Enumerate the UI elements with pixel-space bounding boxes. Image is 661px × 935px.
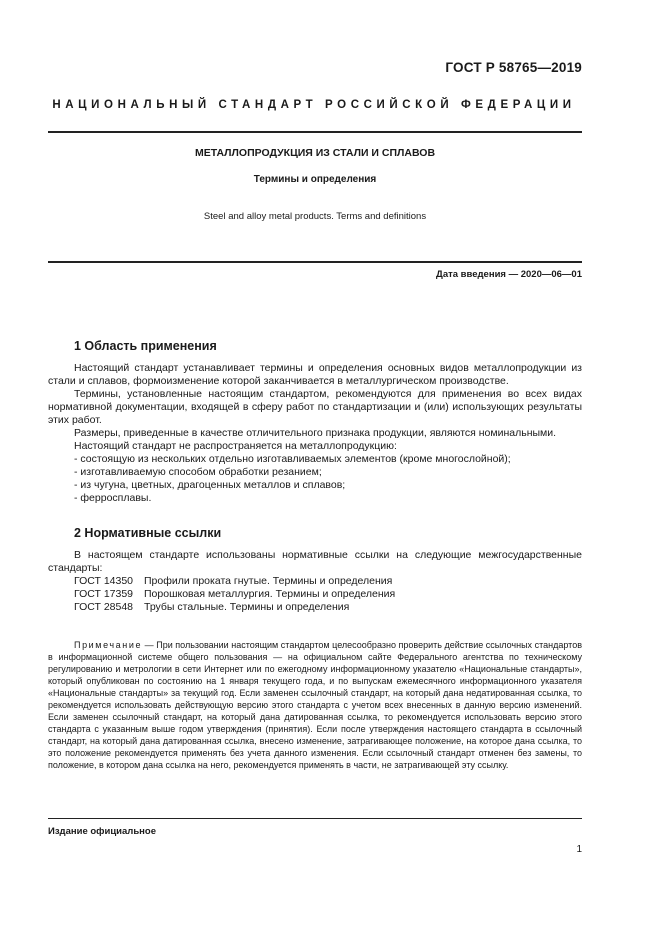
section-1-heading: 1 Область применения xyxy=(74,339,217,353)
top-divider xyxy=(48,131,582,133)
list-item: - состоящую из нескольких отдельно изготавливаемых элементов (кроме многослойной); xyxy=(74,453,511,465)
note-text: — При пользовании настоящим стандартом целесообразно проверить действие ссылочных стандартов в информационной системе общего пользования — на официальном сайте Федерального агентства по техническому регулированию и метрологии в сети Интернет или по ежегодному информационному указателю «Национальные стандарты», который опубликован по состоянию на 1 января текущего года, и по выпускам ежемесячного информационного указателя «Национальные стандарты» за текущий год. Если заменен ссылочный стандарт, на который дана недатированная ссылка, то рекомендуется использовать действующую версию этого стандарта с учетом всех внесенных в данную версию изменений. Если заменен ссылочный стандарт, на который дана датированная ссылка, то рекомендуется использовать версию этого стандарта с указанным выше годом утверждения (принятия). Если после утверждения настоящего стандарта в ссылочный стандарт, на который дана датированная ссылка, внесено изменение, затрагивающее положение, на которое дана ссылка, то это положение рекомендуется применять без учета данного изменения. Если ссылочный стандарт отменен без замены, то положение, в котором дана ссылка на него, рекомендуется применять в части, не затрагивающей эту ссылку. xyxy=(48,640,582,770)
middle-divider xyxy=(48,261,582,263)
national-standard-heading: НАЦИОНАЛЬНЫЙ СТАНДАРТ РОССИЙСКОЙ ФЕДЕРАЦИИ xyxy=(52,99,576,111)
reference-title: Профили проката гнутые. Термины и определения xyxy=(144,575,393,587)
document-subtitle: Термины и определения xyxy=(253,174,377,185)
list-item: - ферросплавы. xyxy=(74,492,152,504)
reference-title: Трубы стальные. Термины и определения xyxy=(144,601,350,613)
gost-number: ГОСТ Р 58765—2019 xyxy=(445,60,582,75)
page-number: 1 xyxy=(576,844,582,855)
section-2-body xyxy=(48,549,582,614)
bottom-divider xyxy=(48,818,582,819)
english-title: Steel and alloy metal products. Terms and definitions xyxy=(203,211,427,222)
section-1-body xyxy=(48,362,582,505)
document-title: МЕТАЛЛОПРОДУКЦИЯ ИЗ СТАЛИ И СПЛАВОВ xyxy=(194,147,436,159)
section-1-paragraph-3: Размеры, приведенные в качестве отличительного признака продукции, являются номинальными. xyxy=(74,427,557,439)
introduction-date: Дата введения — 2020—06—01 xyxy=(436,269,582,280)
reference-item xyxy=(48,588,582,601)
section-1-paragraph-1: Настоящий стандарт устанавливает термины и определения основных видов металлопродукции из стали и сплавов, формоизменение которой заканчивается в металлургическом производстве. xyxy=(48,362,582,387)
note-block xyxy=(48,639,582,771)
note-paragraph xyxy=(48,639,582,771)
section-1-paragraph-2: Термины, установленные настоящим стандартом, рекомендуются для применения во всех видах нормативной документации, входящей в сферу работ по стандартизации и (или) использующих результаты этих работ. xyxy=(48,388,582,426)
section-1-paragraph-4: Настоящий стандарт не распространяется на металлопродукцию: xyxy=(74,440,397,452)
list-item: - из чугуна, цветных, драгоценных металлов и сплавов; xyxy=(74,479,346,491)
reference-title: Порошковая металлургия. Термины и определения xyxy=(144,588,396,600)
section-2-heading: 2 Нормативные ссылки xyxy=(74,526,222,540)
reference-code: ГОСТ 17359 xyxy=(74,588,134,600)
section-2-intro: В настоящем стандарте использованы нормативные ссылки на следующие межгосударственные стандарты: xyxy=(48,549,582,574)
exclusion-list xyxy=(48,453,582,505)
reference-item xyxy=(48,601,582,614)
list-item: - изготавливаемую способом обработки резанием; xyxy=(74,466,322,478)
reference-code: ГОСТ 14350 xyxy=(74,575,134,587)
reference-code: ГОСТ 28548 xyxy=(74,601,134,613)
reference-item xyxy=(48,575,582,588)
normative-references xyxy=(48,575,582,614)
official-edition-label: Издание официальное xyxy=(48,826,156,837)
note-label: Примечание xyxy=(74,640,143,650)
